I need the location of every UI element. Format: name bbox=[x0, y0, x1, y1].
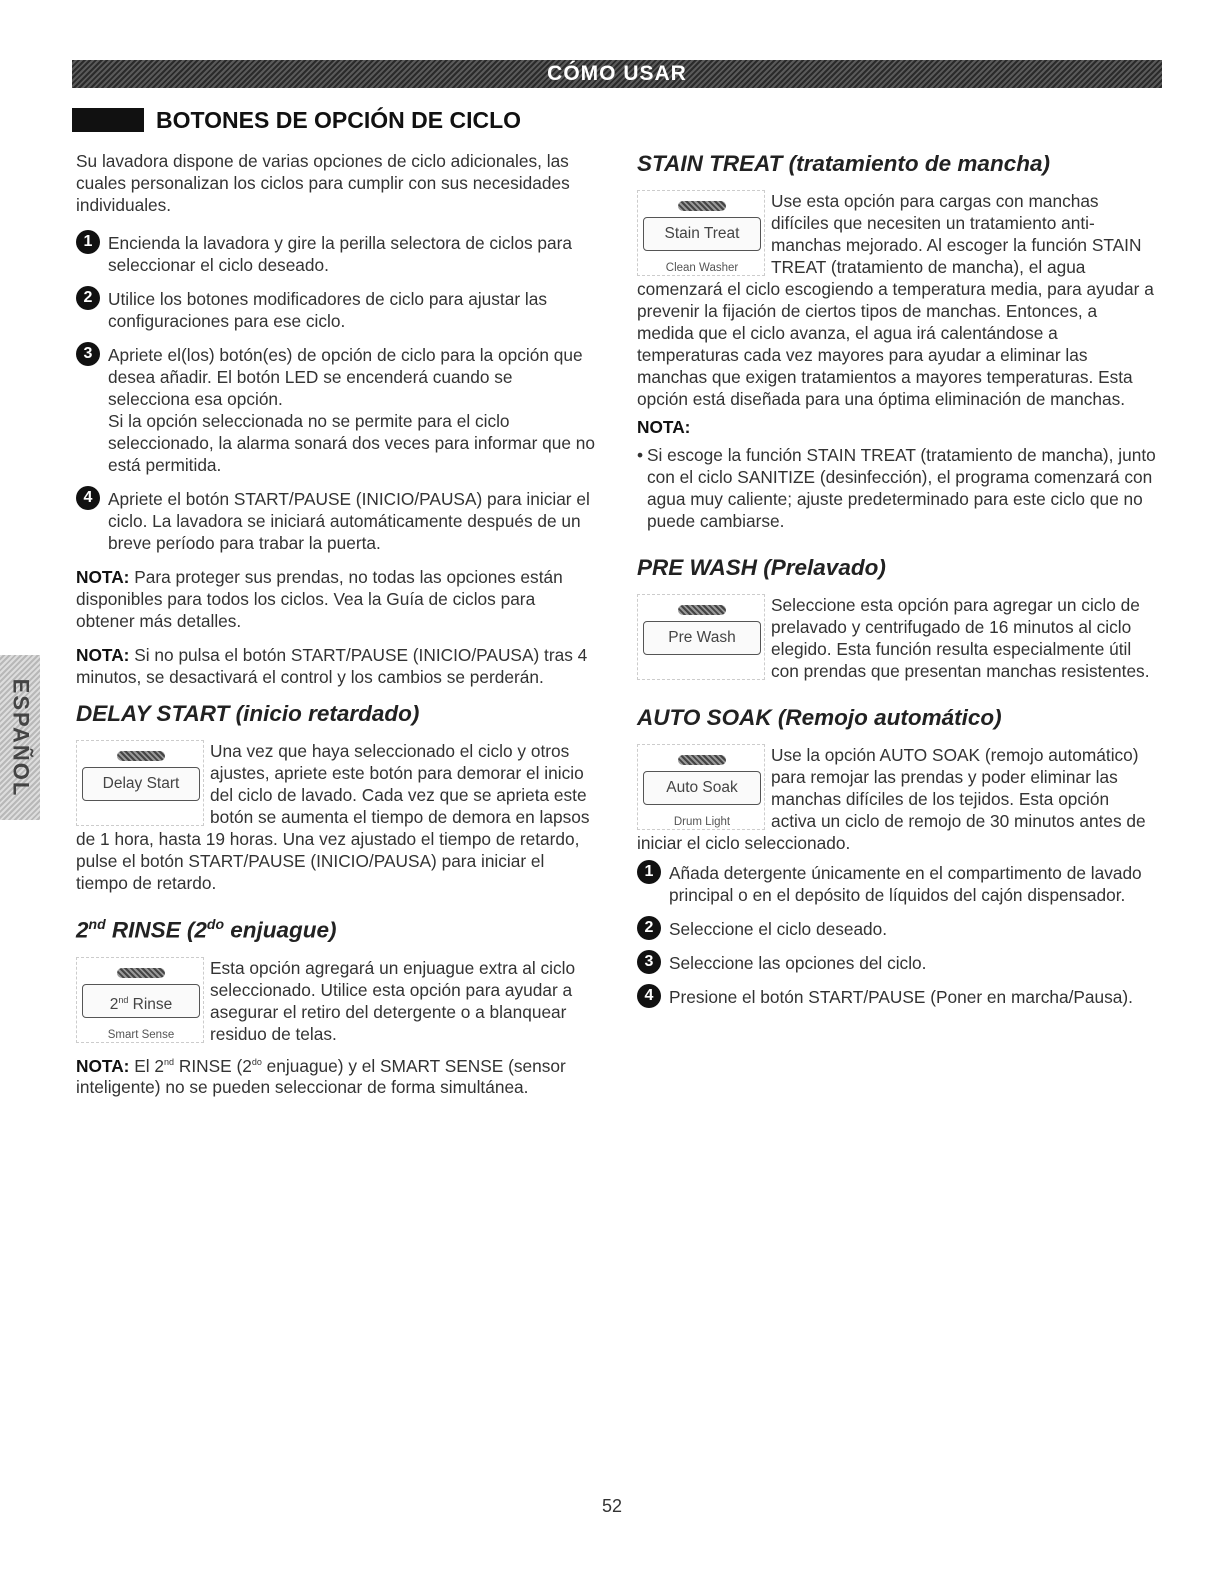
step-text: Seleccione el ciclo deseado. bbox=[669, 919, 888, 939]
step-number-badge: 2 bbox=[76, 286, 100, 310]
button-part: Rinse bbox=[128, 995, 173, 1013]
note-text: Para proteger sus prendas, no todas las opciones están disponibles para todos los ciclos. Vea la Guía de ciclos para obtener más detalles. bbox=[76, 567, 563, 631]
step-text-group bbox=[108, 344, 596, 476]
step-text-extra: Si la opción seleccionada no se permite para el ciclo seleccionado, la alarma sonará dos veces para informar que no está permitida. bbox=[108, 411, 596, 475]
note-part: El 2 bbox=[134, 1055, 165, 1076]
auto-soak-text: Use la opción AUTO SOAK (remojo automático) para remojar las prendas y poder eliminar las manchas difíciles de los tejidos. Esta opción activa un ciclo de remojo de 30 minutos antes de iniciar el ciclo seleccionado. bbox=[637, 745, 1146, 853]
auto-soak-step-2 bbox=[637, 918, 1157, 940]
note-2 bbox=[76, 644, 596, 688]
step-number-badge: 1 bbox=[637, 860, 661, 884]
second-rinse-button-label bbox=[82, 984, 200, 1018]
step-1 bbox=[76, 232, 596, 276]
note-label: NOTA: bbox=[76, 645, 130, 665]
auto-soak-step-4 bbox=[637, 986, 1157, 1008]
step-text: Seleccione las opciones del ciclo. bbox=[669, 953, 927, 973]
stain-note-bullet bbox=[637, 444, 1157, 532]
note-part: enjuague) y el SMART SENSE (sensor inteligente) no se pueden seleccionar de forma simultánea. bbox=[76, 1055, 566, 1098]
heading-part: 2 bbox=[76, 917, 89, 943]
page-header-bar bbox=[72, 60, 1162, 88]
pre-wash-button-label: Pre Wash bbox=[643, 621, 761, 655]
note-sup: do bbox=[251, 1056, 262, 1067]
stain-treat-button-illustration bbox=[637, 190, 765, 276]
led-indicator-icon bbox=[678, 201, 726, 211]
note-sup: nd bbox=[164, 1056, 175, 1067]
auto-soak-heading: AUTO SOAK (Remojo automático) bbox=[637, 705, 1002, 730]
auto-soak-step-3 bbox=[637, 952, 1157, 974]
note-label: NOTA: bbox=[76, 567, 130, 587]
step-number-badge: 2 bbox=[637, 916, 661, 940]
step-number-badge: 4 bbox=[637, 984, 661, 1008]
page-number: 52 bbox=[601, 1496, 623, 1516]
auto-soak-step-1 bbox=[637, 862, 1157, 906]
clean-washer-sublabel: Clean Washer bbox=[665, 262, 739, 274]
step-number-badge: 3 bbox=[637, 950, 661, 974]
button-part: 2 bbox=[109, 995, 119, 1013]
pre-wash-button-illustration bbox=[637, 594, 765, 680]
pre-wash-text: Seleccione esta opción para agregar un ciclo de prelavado y centrifugado de 16 minutos al ciclo elegido. Esta función resulta especialmente útil con prendas que presentan manchas resistentes. bbox=[771, 595, 1150, 681]
second-rinse-option bbox=[76, 957, 596, 1047]
step-number-badge: 3 bbox=[76, 342, 100, 366]
stain-treat-button-label: Stain Treat bbox=[643, 217, 761, 251]
note-1 bbox=[76, 566, 596, 632]
heading-part: enjuague) bbox=[224, 917, 337, 943]
note-text: Si no pulsa el botón START/PAUSE (INICIO/PAUSA) tras 4 minutos, se desactivará el control y los cambios se perderán. bbox=[76, 645, 588, 687]
second-rinse-text: Esta opción agregará un enjuague extra al ciclo seleccionado. Utilice esta opción para ayudar a asegurar el retiro del detergente o a blanquear residuo de telas. bbox=[210, 957, 576, 1044]
led-indicator-icon bbox=[117, 751, 165, 761]
pre-wash-heading: PRE WASH (Prelavado) bbox=[637, 555, 886, 580]
heading-sup: do bbox=[206, 916, 225, 932]
bullet-dot: • bbox=[637, 445, 644, 465]
delay-start-text: Una vez que haya seleccionado el ciclo y otros ajustes, apriete este botón para demorar el inicio del ciclo de lavado. Cada vez que se aprieta este botón se aumenta el tiempo de demora en lapsos de bbox=[76, 741, 590, 849]
rinse-note bbox=[76, 1051, 596, 1099]
step-text: Apriete el botón START/PAUSE (INICIO/PAUSA) para iniciar el ciclo. La lavadora se iniciará automáticamente después de un breve período para trabar la puerta. bbox=[108, 489, 590, 553]
led-indicator-icon bbox=[117, 968, 165, 978]
auto-soak-button-illustration bbox=[637, 744, 765, 830]
section-title-text: BOTONES DE OPCIÓN DE CICLO bbox=[156, 106, 522, 133]
stain-treat-option bbox=[637, 190, 1157, 410]
language-side-tab bbox=[0, 655, 40, 820]
second-rinse-heading bbox=[76, 910, 596, 945]
delay-start-heading: DELAY START (inicio retardado) bbox=[76, 701, 420, 726]
title-block-marker bbox=[72, 108, 144, 132]
step-text: Presione el botón START/PAUSE (Poner en marcha/Pausa). bbox=[669, 987, 1133, 1007]
stain-treat-text: Use esta opción para cargas con manchas difíciles que necesiten un tratamiento anti-manchas mejorado. Al escoger la función STAIN TREAT (tratamiento de mancha), el agua comenzará el ciclo escogiendo a temperatura media, para ayudar a prevenir la fijación de ciertos tipos de manchas. Entonces, a medida que el ciclo avanza, el agua irá calentándose a temperaturas cada vez mayores para ayudar a eliminar las manchas que exigen tratamientos a mayores temperaturas. Esta opción está diseñada para una óptima eliminación de manchas. bbox=[637, 191, 1154, 409]
second-rinse-button-illustration bbox=[76, 957, 204, 1043]
note-part: RINSE (2 bbox=[174, 1055, 252, 1076]
delay-start-button-illustration bbox=[76, 740, 204, 826]
auto-soak-steps bbox=[637, 862, 1157, 1008]
header-title: CÓMO USAR bbox=[547, 62, 687, 85]
section-title bbox=[72, 106, 521, 134]
note-label: NOTA: bbox=[76, 1055, 130, 1076]
delay-start-text-cont: 1 hora, hasta 19 horas. Una vez ajustado el tiempo de retardo, pulse el botón START/PAUSE (INICIO/PAUSA) para iniciar el tiempo de retardo. bbox=[76, 829, 580, 893]
right-column bbox=[637, 150, 1157, 1020]
led-indicator-icon bbox=[678, 755, 726, 765]
left-column bbox=[76, 150, 596, 1110]
step-number-badge: 1 bbox=[76, 230, 100, 254]
auto-soak-button-label: Auto Soak bbox=[643, 771, 761, 805]
step-text: Añada detergente únicamente en el compartimento de lavado principal o en el depósito de líquidos del cajón dispensador. bbox=[669, 863, 1142, 905]
stain-note-text: Si escoge la función STAIN TREAT (tratamiento de mancha), junto con el ciclo SANITIZE (desinfección), el programa comenzará con agua muy caliente; ajuste predeterminado para este ciclo que no puede cambiarse. bbox=[647, 445, 1156, 531]
stain-note-label: NOTA: bbox=[637, 417, 691, 437]
stain-treat-heading: STAIN TREAT (tratamiento de mancha) bbox=[637, 151, 1050, 176]
heading-part: RINSE (2 bbox=[105, 917, 207, 943]
drum-light-sublabel: Drum Light bbox=[673, 816, 731, 828]
heading-sup: nd bbox=[88, 916, 106, 932]
step-text: Utilice los botones modificadores de ciclo para ajustar las configuraciones para ese ciclo. bbox=[108, 289, 547, 331]
delay-start-option bbox=[76, 740, 596, 894]
button-sup: nd bbox=[118, 994, 129, 1005]
step-text: Apriete el(los) botón(es) de opción de ciclo para la opción que desea añadir. El botón LED se encenderá cuando se selecciona esa opción. bbox=[108, 345, 583, 409]
side-tab-label: ESPAÑOL bbox=[8, 678, 33, 797]
intro-text: Su lavadora dispone de varias opciones de ciclo adicionales, las cuales personalizan los ciclos para cumplir con sus necesidades individuales. bbox=[76, 151, 570, 215]
delay-start-button-label: Delay Start bbox=[82, 767, 200, 801]
led-indicator-icon bbox=[678, 605, 726, 615]
step-number-badge: 4 bbox=[76, 486, 100, 510]
step-text: Encienda la lavadora y gire la perilla selectora de ciclos para seleccionar el ciclo deseado. bbox=[108, 233, 572, 275]
auto-soak-option bbox=[637, 744, 1157, 854]
step-2 bbox=[76, 288, 596, 332]
step-4 bbox=[76, 488, 596, 554]
pre-wash-option bbox=[637, 594, 1157, 684]
smart-sense-sublabel: Smart Sense bbox=[107, 1028, 175, 1041]
step-3 bbox=[76, 344, 596, 476]
